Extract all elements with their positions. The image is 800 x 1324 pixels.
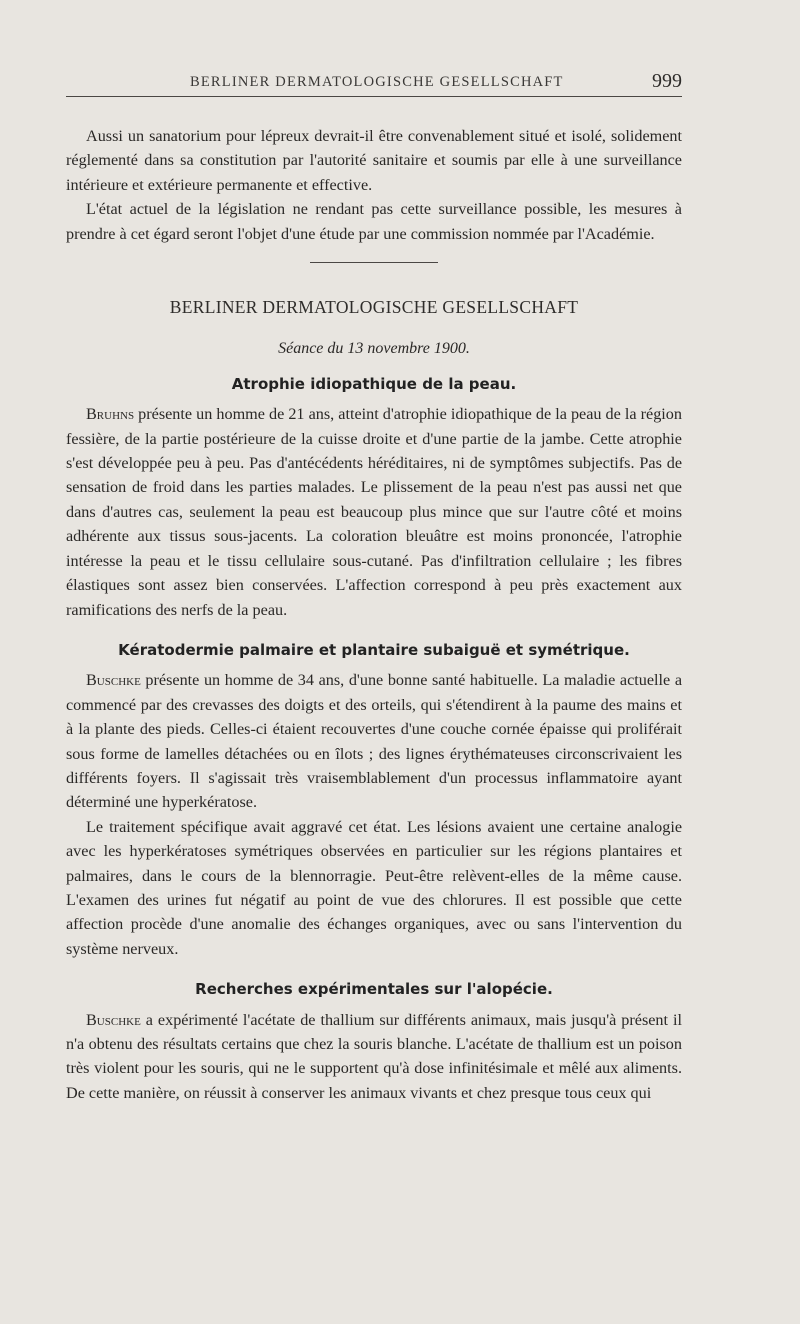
intro-paragraph: Aussi un sanatorium pour lépreux devrait-il être convenablement situé et isolé, solidement réglementé dans sa constitution par l'autorité sanitaire et soumis par elle à une surveillance intérieure et extérieure permanente et effective. [66, 127, 682, 194]
article-paragraph [66, 402, 682, 622]
paragraph-text: présente un homme de 34 ans, d'une bonne santé habituelle. La maladie actuelle a commencé par des crevasses des doigts et des orteils, qui s'étendirent à la paume des mains et à la plante des pieds. Celles-ci étaient recouvertes d'une couche cornée épaisse qui proliférait sous forme de lamelles détachées ou en îlots ; des lignes érythémateuses circonscrivaient les différents foyers. Il s'agissait très vraisemblablement d'un processus inflammatoire ayant déterminé une hyperkératose. [66, 671, 682, 812]
paragraph-text: présente un homme de 21 ans, atteint d'atrophie idiopathique de la peau de la région fessière, de la partie postérieure de la cuisse droite et d'une partie de la jambe. Cette atrophie s'est développée peu à peu. Pas d'antécédents héréditaires, ni de symptômes subjectifs. Pas de sensation de froid dans les parties malades. Le plissement de la peau n'est pas aussi net que dans d'autres cas, seulement la peau est beaucoup plus mince que sur l'autre côté et moins adhérente aux tissus sous-jacents. La coloration bleuâtre est moins prononcée, l'atrophie intéresse la peau et le tissu cellulaire sous-cutané. Pas d'infiltration cellulaire ; les fibres élastiques sont assez bien conservées. L'affection correspond à peu près exactement aux ramifications des nerfs de la peau. [66, 405, 682, 619]
section-divider [310, 262, 438, 263]
article-paragraph [66, 668, 682, 814]
page-header [66, 68, 682, 97]
body-text [66, 124, 682, 1105]
article-paragraph [66, 1008, 682, 1106]
intro-paragraph: L'état actuel de la législation ne rendant pas cette surveillance possible, les mesures à prendre à cet égard seront l'objet d'une étude par une commission nommée par l'Académie. [66, 200, 682, 243]
seance-date [66, 337, 682, 361]
article-heading: Atrophie idiopathique de la peau. [231, 374, 517, 393]
article-heading: Recherches expérimentales sur l'alopécie. [195, 980, 553, 999]
seance-date-text: Séance du 13 novembre 1900. [278, 340, 470, 358]
article-paragraph: Le traitement spécifique avait aggravé cet état. Les lésions avaient une certaine analogie avec les hyperkératoses symétriques observées en particulier sur les régions plantaires et palmaires, dans le cours de la blennorragie. Peut-être relèvent-elles de la même cause. L'examen des urines fut négatif au point de vue des chlorures. Il est possible que cette affection procède d'une anomalie des échanges organiques, avec ou sans l'intervention du système nerveux. [66, 817, 682, 958]
author-name: Buschke [86, 671, 141, 690]
author-name: Buschke [86, 1010, 141, 1029]
author-name: Bruhns [86, 405, 135, 424]
page-number: 999 [652, 70, 682, 92]
paragraph-text: a expérimenté l'acétate de thallium sur différents animaux, mais jusqu'à présent il n'a obtenu des résultats certains que chez la souris blanche. L'acétate de thallium est un poison très violent pour les souris, qui ne le supportent qu'à dose infinitésimale et mêlé aux aliments. De cette manière, on réussit à conserver les animaux vivants et chez presque tous ceux qui [66, 1010, 682, 1102]
running-title: BERLINER DERMATOLOGISCHE GESELLSCHAFT [190, 74, 564, 90]
article-heading: Kératodermie palmaire et plantaire subaiguë et symétrique. [118, 640, 630, 659]
section-title: BERLINER DERMATOLOGISCHE GESELLSCHAFT [169, 297, 579, 318]
